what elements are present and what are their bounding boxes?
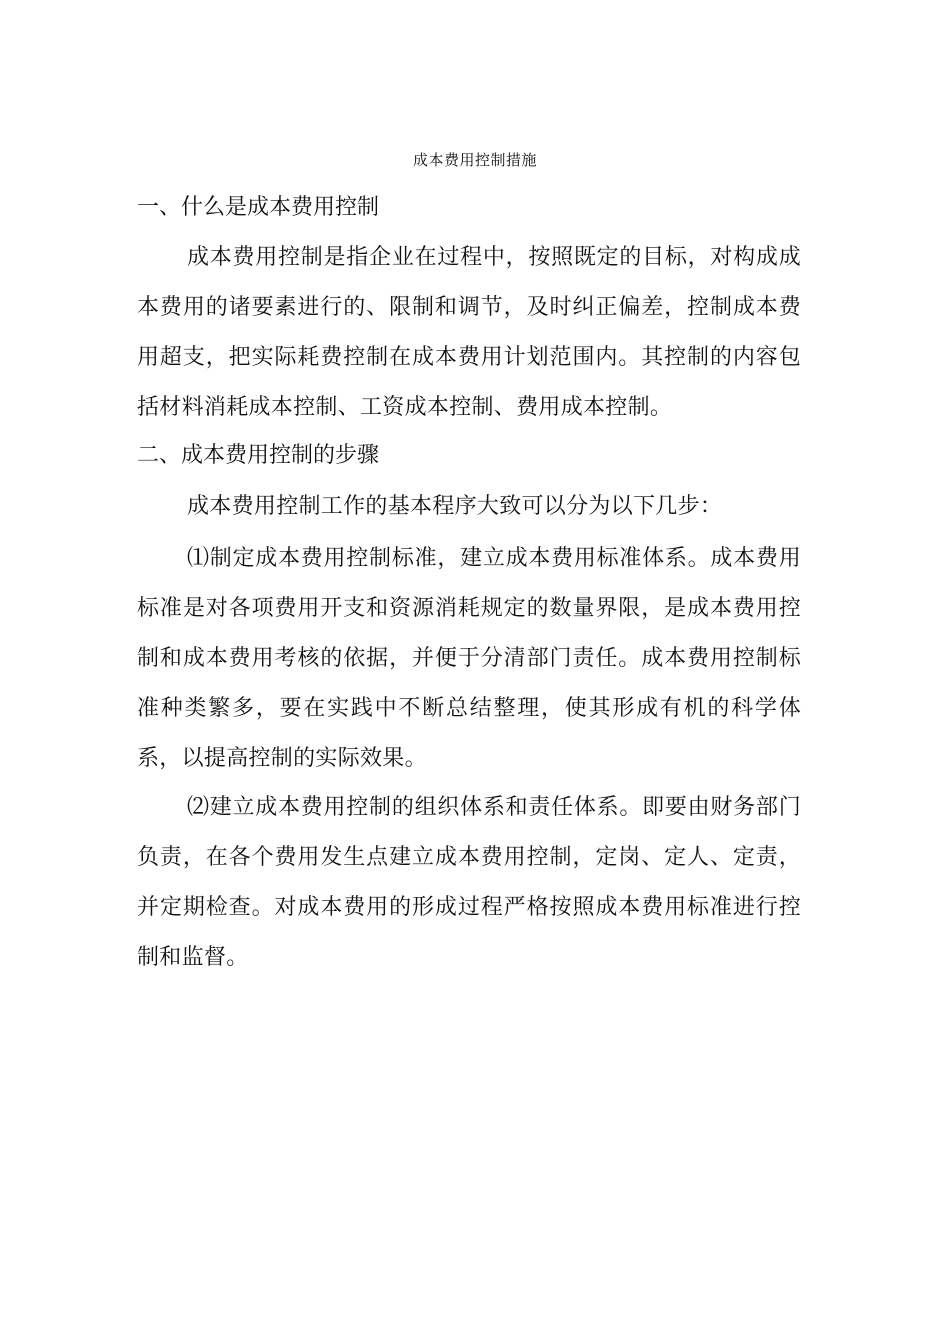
- section-2-intro: 成本费用控制工作的基本程序大致可以分为以下几步：: [187, 494, 723, 519]
- document-title: 成本费用控制措施: [412, 151, 537, 169]
- section-1-heading: 一、什么是成本费用控制: [137, 195, 380, 220]
- section-1-paragraph: 成本费用控制是指企业在过程中，按照既定的目标，对构成成本费用的诸要素进行的、限制和调节，及时纠正偏差，控制成本费用超支，把实际耗费控制在成本费用计划范围内。其控制的内容包括材料消耗成本控制、工资成本控制、费用成本控制。: [137, 245, 801, 420]
- section-2-heading: 二、成本费用控制的步骤: [137, 443, 380, 468]
- step-1-paragraph: ⑴制定成本费用控制标准，建立成本费用标准体系。成本费用标准是对各项费用开支和资源消耗规定的数量界限，是成本费用控制和成本费用考核的依据，并便于分清部门责任。成本费用控制标准种类繁多，要在实践中不断总结整理，使其形成有机的科学体系，以提高控制的实际效果。: [137, 546, 801, 771]
- step-2-paragraph: ⑵建立成本费用控制的组织体系和责任体系。即要由财务部门负责，在各个费用发生点建立成本费用控制，定岗、定人、定责，并定期检查。对成本费用的形成过程严格按照成本费用标准进行控制和监督。: [137, 795, 801, 970]
